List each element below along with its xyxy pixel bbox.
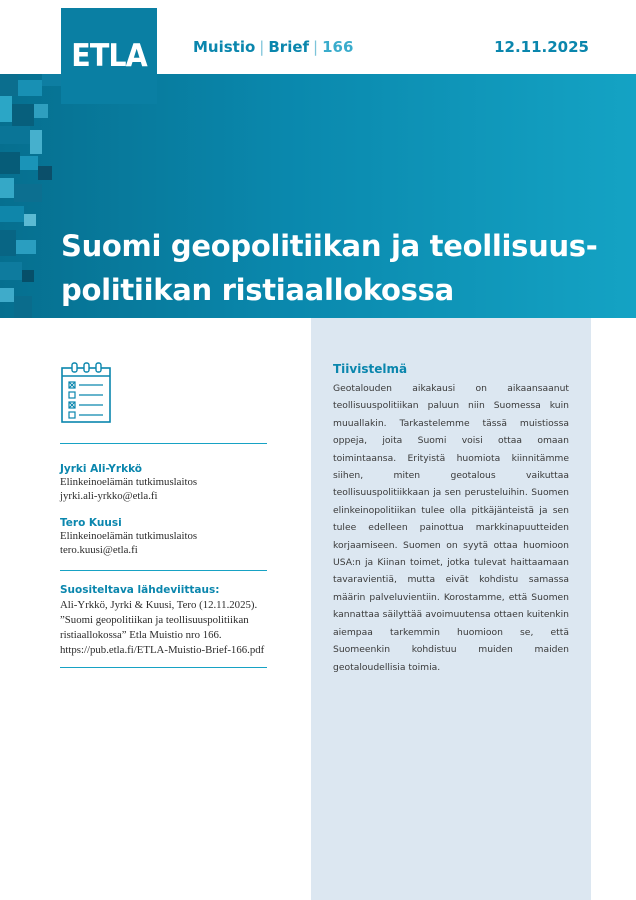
series-name: Muistio: [193, 38, 256, 56]
divider: [60, 667, 267, 668]
series-separator: |: [259, 38, 265, 56]
author-email[interactable]: tero.kuusi@etla.fi: [60, 544, 138, 556]
citation-line: ”Suomi geopolitiikan ja teollisuuspolitiikan: [60, 614, 249, 626]
hero-banner: [0, 74, 636, 318]
citation-heading: Suositeltava lähdeviittaus:: [60, 584, 220, 596]
divider: [60, 443, 267, 444]
series-label: [193, 38, 353, 56]
logo-text: ETLA: [71, 38, 147, 74]
pixel-decoration: [0, 206, 24, 222]
divider: [60, 570, 267, 571]
pixel-decoration: [22, 270, 34, 282]
series-number: 166: [322, 38, 354, 56]
citation-line: Ali-Yrkkö, Jyrki & Kuusi, Tero (12.11.2025).: [60, 599, 258, 611]
summary-body: Geotalouden aikakausi on aikaansaanut teollisuuspolitiikan paluun niin Suomessa kuin muuallakin. Tarkastelemme tässä muistiossa oppeja, joita Suomi voisi ottaa omaan toimintaansa. Erityistä huomiota kiinnitämme siihen, miten geotalous vaikuttaa teollisuuspolitiikkaan ja sen perusteluihin. Suomen elinkeinopolitiikan tulee olla pitkäjänteistä ja sen tulee edelleen painottua markkinapuutteiden korjaamiseen. Suomen on syytä ottaa huomioon USA:n ja Kiinan toimet, jotka tulevat haittaamaan tavaravientiä, mutta eivät kohdistu samassa määrin palveluvientiin. Korostamme, että Suomen kannattaa säilyttää avoimuutensa ottaen kuitenkin aiempaa tarkemmin huomioon se, että Suomeenkin kohdistuu muiden maiden geotaloudellisia toimia.: [333, 383, 569, 673]
pixel-decoration: [18, 80, 42, 96]
pixel-decoration: [0, 230, 16, 256]
pixel-decoration: [0, 96, 12, 122]
title-line-1: Suomi geopolitiikan ja teollisuus-: [61, 229, 598, 263]
pixel-decoration: [24, 214, 36, 226]
pixel-decoration: [14, 296, 32, 318]
checklist-clipboard-icon: [60, 362, 112, 424]
pixel-decoration: [0, 126, 30, 144]
pixel-decoration: [12, 104, 34, 126]
pixel-decoration: [0, 152, 20, 174]
pixel-decoration: [14, 184, 42, 202]
pixel-decoration: [0, 288, 14, 302]
author-name: Jyrki Ali-Yrkkö: [60, 463, 142, 475]
author-name: Tero Kuusi: [60, 517, 122, 529]
citation-link[interactable]: https://pub.etla.fi/ETLA-Muistio-Brief-166.pdf: [60, 644, 265, 656]
title-line-2: politiikan ristiaallokossa: [61, 273, 454, 307]
citation-line: ristiaallokossa” Etla Muistio nro 166.: [60, 629, 222, 641]
pixel-decoration: [20, 156, 38, 170]
series-separator: |: [313, 38, 319, 56]
author-email[interactable]: jyrki.ali-yrkko@etla.fi: [60, 490, 158, 502]
series-name-en: Brief: [268, 38, 310, 56]
pixel-decoration: [42, 74, 62, 86]
etla-logo: [61, 8, 157, 104]
pixel-decoration: [34, 104, 48, 118]
pixel-decoration: [0, 262, 22, 280]
summary-heading: Tiivistelmä: [333, 362, 408, 376]
pixel-decoration: [30, 130, 42, 154]
pixel-decoration: [16, 240, 36, 254]
pixel-decoration: [0, 74, 18, 96]
publication-date: 12.11.2025: [494, 38, 589, 56]
document-title: [61, 224, 601, 312]
author-org: Elinkeinoelämän tutkimuslaitos: [60, 476, 198, 488]
pixel-decoration: [0, 178, 14, 198]
author-org: Elinkeinoelämän tutkimuslaitos: [60, 530, 198, 542]
pixel-decoration: [38, 166, 52, 180]
